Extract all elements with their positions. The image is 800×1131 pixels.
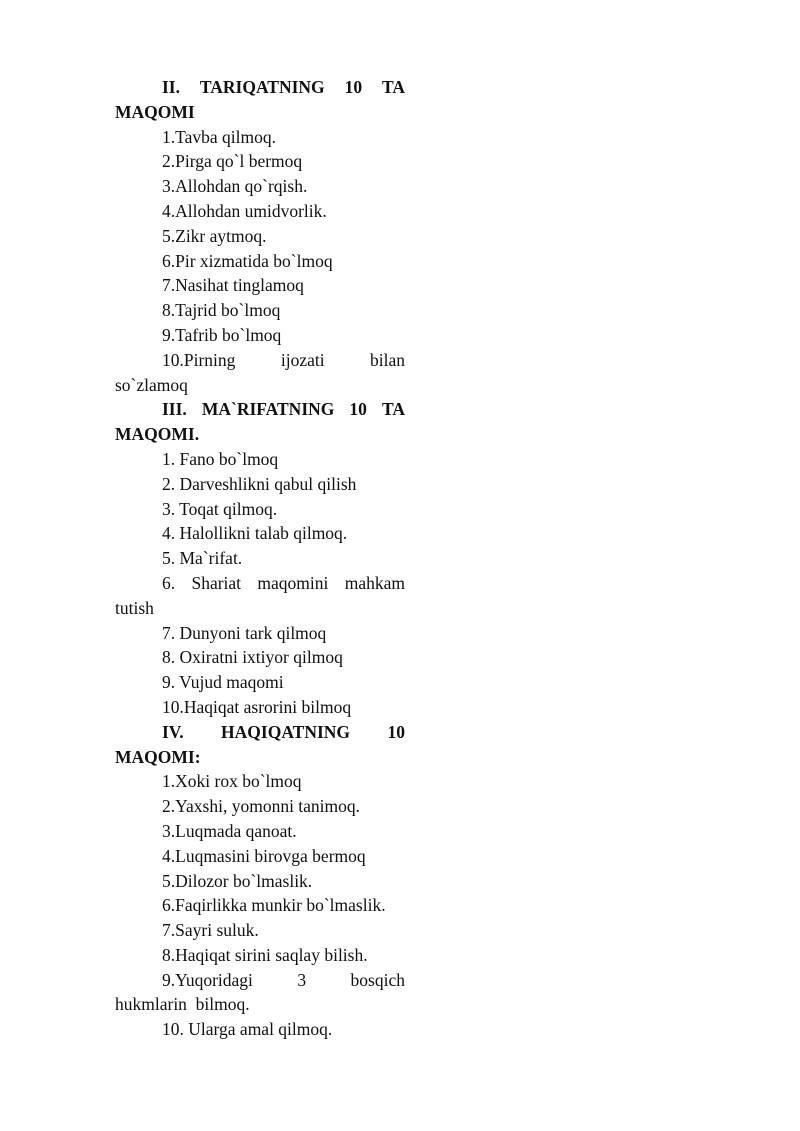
section-heading-haqiqat: [115, 720, 405, 745]
list-item: 10. Ularga amal qilmoq.: [162, 1019, 333, 1040]
item-word: 3: [297, 969, 307, 990]
heading-word: TARIQATNING: [199, 77, 325, 97]
list-item: 1.Xoki rox bo`lmoq: [162, 771, 302, 792]
item-word: ijozati: [280, 349, 325, 370]
document-page: [115, 75, 405, 1042]
list-item: 5.Dilozor bo`lmaslik.: [162, 870, 313, 891]
list-item: 2. Darveshlikni qabul qilish: [162, 473, 357, 494]
item-word: Shariat: [191, 572, 242, 593]
list-item-wrapped: [115, 348, 405, 373]
heading-word: 10: [344, 77, 363, 97]
list-item: 8.Haqiqat sirini saqlay bilish.: [162, 944, 368, 965]
heading-word: 10: [387, 721, 405, 742]
section-heading-tariqat-cont: MAQOMI: [115, 101, 195, 122]
item-word: 10.Pirning: [162, 349, 236, 370]
list-item: 3. Toqat qilmoq.: [162, 498, 278, 519]
list-item-wrapped: [115, 968, 405, 993]
list-item: 8. Oxiratni ixtiyor qilmoq: [162, 647, 343, 668]
item-word: bilan: [370, 349, 405, 370]
list-item: 4. Halollikni talab qilmoq.: [162, 523, 348, 544]
item-word: maqomini: [257, 572, 329, 593]
list-item: 10.Haqiqat asrorini bilmoq: [162, 696, 352, 717]
list-item: 5. Ma`rifat.: [162, 548, 243, 569]
list-item: 1.Tavba qilmoq.: [162, 126, 276, 147]
heading-word: IV.: [162, 721, 184, 742]
list-item: 4.Luqmasini birovga bermoq: [162, 845, 366, 866]
section-heading-haqiqat-cont: MAQOMI:: [115, 746, 201, 767]
heading-word: HAQIQATNING: [221, 721, 351, 742]
list-item: 7.Sayri suluk.: [162, 920, 259, 941]
list-item: 2.Yaxshi, yomonni tanimoq.: [162, 796, 361, 817]
list-item: 9.Tafrib bo`lmoq: [162, 324, 282, 345]
list-item: 4.Allohdan umidvorlik.: [162, 200, 327, 221]
list-item: 7.Nasihat tinglamoq: [162, 275, 304, 296]
section-heading-marifat-cont: MAQOMI.: [115, 424, 200, 445]
list-item: 6.Faqirlikka munkir bo`lmaslik.: [162, 895, 386, 916]
item-word: mahkam: [344, 572, 405, 593]
heading-word: TA: [381, 399, 405, 420]
section-heading-tariqat: [115, 75, 405, 100]
list-item-wrapped-cont: tutish: [115, 597, 154, 618]
item-word: 6.: [162, 572, 176, 593]
heading-word: TA: [381, 77, 405, 97]
section-heading-marifat: [115, 397, 405, 422]
list-item: 5.Zikr aytmoq.: [162, 225, 267, 246]
heading-word: MA`RIFATNING: [201, 399, 335, 420]
list-item-wrapped-cont: so`zlamoq: [115, 374, 188, 395]
item-word: 9.Yuqoridagi: [162, 969, 253, 990]
list-item-wrapped: [115, 571, 405, 596]
list-item: 7. Dunyoni tark qilmoq: [162, 622, 327, 643]
heading-word: II.: [162, 77, 180, 97]
heading-word: III.: [162, 399, 187, 420]
list-item: 6.Pir xizmatida bo`lmoq: [162, 250, 333, 271]
list-item: 1. Fano bo`lmoq: [162, 448, 279, 469]
list-item: 3.Luqmada qanoat.: [162, 820, 297, 841]
list-item-wrapped-cont: hukmlarin bilmoq.: [115, 994, 250, 1015]
heading-word: 10: [349, 399, 367, 420]
list-item: 3.Allohdan qo`rqish.: [162, 176, 308, 197]
list-item: 2.Pirga qo`l bermoq: [162, 151, 303, 172]
list-item: 8.Tajrid bo`lmoq: [162, 300, 281, 321]
item-word: bosqich: [350, 969, 405, 990]
list-item: 9. Vujud maqomi: [162, 672, 284, 693]
